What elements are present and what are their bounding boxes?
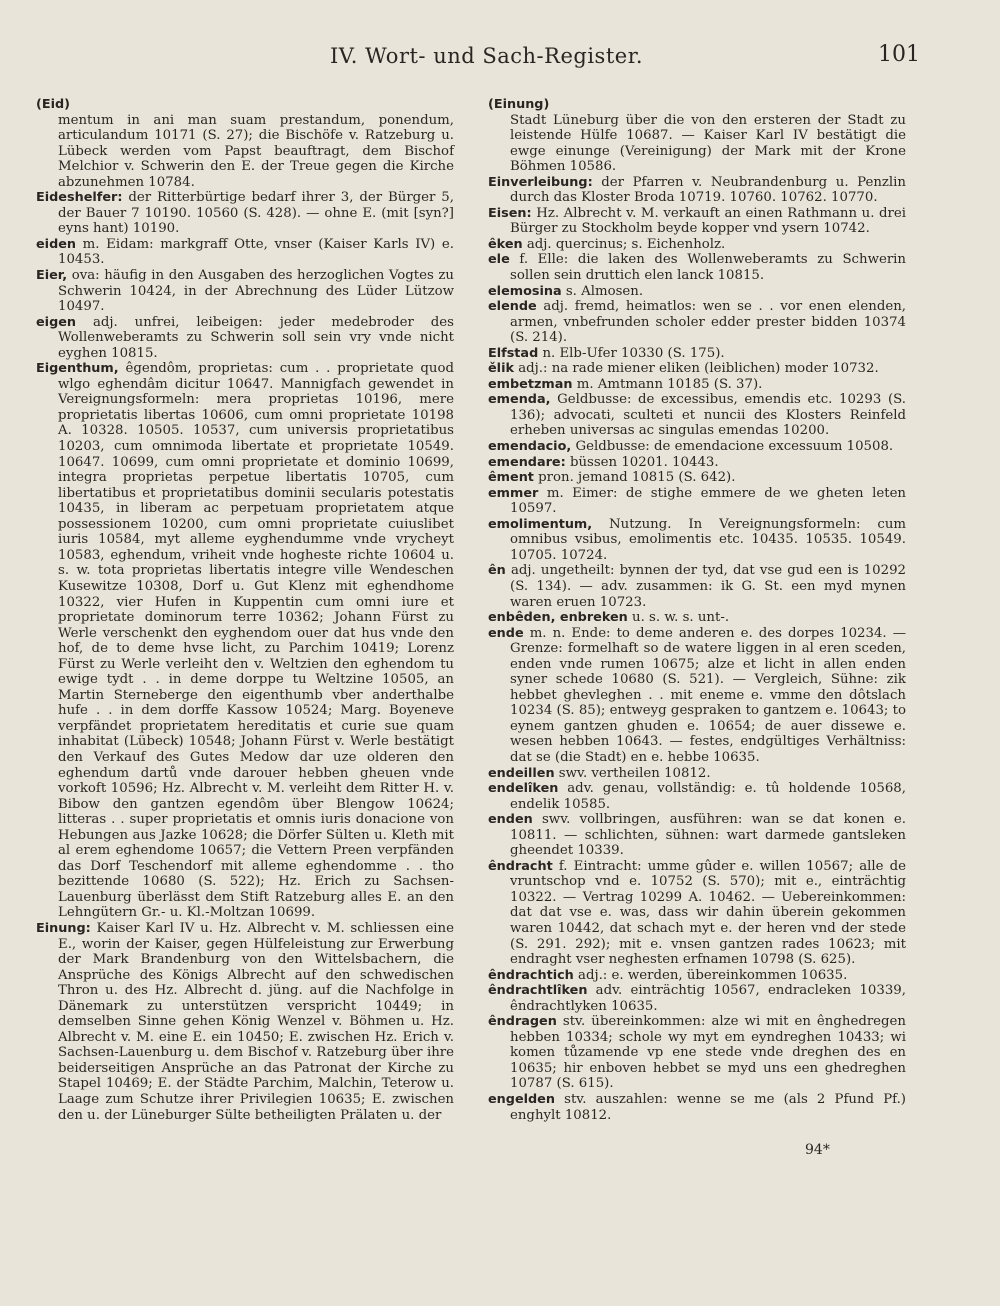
entry-headword: elemosina [488, 283, 562, 299]
register-entry [488, 377, 906, 393]
running-head: (Einung) [488, 97, 550, 112]
entry-text: ova: häufig in den Ausgaben des herzoglichen Vogtes zu Schwerin 10424, in der Abrechnung des Lüder Lützow 10497. [58, 268, 454, 315]
entry-text: der Ritterbürtige bedarf ihrer 3, der Bürger 5, der Bauer 7 10190. 10560 (S. 428). — ohne E. (mit [syn?] eyns hant) 10190. [58, 190, 454, 237]
entry-headword: êment [488, 470, 534, 486]
register-entry [36, 315, 454, 362]
entry-headword: Einung: [36, 920, 91, 936]
register-entry [488, 968, 906, 984]
entry-text: m. Amtmann 10185 (S. 37). [572, 376, 763, 392]
entry-text: adv. einträchtig 10567, endracleken 10339, êndrachtlyken 10635. [510, 983, 906, 1014]
register-entry [488, 392, 906, 439]
entry-text: Hz. Albrecht v. M. verkauft an einen Rathmann u. drei Bürger zu Stockholm beyde kopper vnd ysern 10742. [510, 205, 906, 237]
register-entry [488, 284, 906, 300]
entry-text: stv. auszahlen: wenne se me (als 2 Pfund Pf.) enghylt 10812. [510, 1092, 906, 1123]
entry-headword: elende [488, 299, 537, 315]
entry-text: adj.: e. werden, übereinkommen 10635. [573, 967, 848, 983]
entry-headword: Eigenthum, [36, 361, 119, 377]
entry-text: Stadt Lüneburg über die von den ersteren der Stadt zu leistende Hülfe 10687. — Kaiser Karl IV bestätigt die ewge einunge (Vereinigung) der Mark mit der Krone Böhmen 10586. [510, 112, 906, 175]
register-entry [36, 237, 454, 268]
register-entry [488, 610, 906, 626]
entry-headword: ende [488, 625, 524, 641]
entry-text: Kaiser Karl IV u. Hz. Albrecht v. M. schliessen eine E., worin der Kaiser, gegen Hülfeleistung zur Erwerbung der Mark Brandenburg von den Wittelsbachern, die Ansprüche des Königs Albrecht auf den schwedischen Thron u. des Hz. Albrecht d. jüng. auf die Nachfolge in Dänemark zu unterstützen verspricht 10449; in demselben Sinne gehen König Wenzel v. Böhmen u. Hz. Albrecht v. M. eine E. ein 10450; E. zwischen Hz. Erich v. Sachsen-Lauenburg u. dem Bischof v. Ratzeburg über ihre beiderseitigen Ansprüche an das Patronat der Kirche zu Stapel 10469; E. der Städte Parchim, Malchin, Teterow u. Laage zum Schutze ihrer Privilegien 10635; E. zwischen den u. der Lüneburger Sülte betheiligten Prälaten u. der [58, 920, 454, 1123]
register-entry [488, 1014, 906, 1092]
entry-text: m. n. Ende: to deme anderen e. des dorpes 10234. — Grenze: formelhaft so de watere liggen in al eren sceden, enden vnde rumen 10675; alze et licht in allen enden syner schede 10680 (S. 521). — Vergleich, Sühne: zik hebbet ghevleghen . . mit eneme e. vmme den dôtslach 10234 (S. 85); entweyg gespraken to gantzem e. 10643; to eynem gantzen ghuden e. 10654; de auer dissewe e. wesen hebben 10643. — festes, endgültiges Verhältniss: dat se (die Stadt) en e. hebbe 10635. [510, 625, 906, 765]
entry-headword: Eisen: [488, 205, 532, 221]
entry-text: u. s. w. s. unt-. [627, 610, 730, 626]
entry-headword: emolimentum, [488, 516, 593, 532]
entry-headword: Eier, [36, 268, 68, 284]
entry-text: adv. genau, vollständig: e. tû holdende 10568, endelik 10585. [510, 781, 906, 812]
entry-headword: enden [488, 812, 533, 828]
entry-headword: enbêden, enbreken [488, 610, 628, 626]
register-entry [488, 563, 906, 610]
register-entry [488, 486, 906, 517]
register-entry [488, 859, 906, 968]
register-entry [488, 252, 906, 283]
register-entry [488, 346, 906, 362]
register-entry [36, 361, 454, 921]
entry-headword: êndrachtlîken [488, 983, 588, 999]
entry-text: êgendôm, proprietas: cum . . proprietate quod wlgo eghendâm dicitur 10647. Mannigfach gewendet in Vereignungsformeln: mera proprietas 10196, mere proprietatis libertas 10606, cum omni proprietate 10198 A. 10328. 10505. 10537, cum universis proprietatibus 10203, cum omnimoda libertate et proprietate 10549. 10647. 10699, cum omni proprietate et dominio 10699, integra proprietas perpetue libertatis 10705, cum libertatibus et proprietatibus dominii secularis potestatis 10435, in liberam ac perpetuam proprietatem atque possessionem 10200, cum omni proprietate cuiuslibet iuris 10584, myt alleme eyghendumme vnde vrycheyt 10583, eghendum, vriheit vnde hogheste richte 10604 u. s. w. tota proprietas libertatis integre ville Wendeschen Kusewitze 10308, Dorf u. Gut Klenz mit eghendhome 10322, vier Hufen in Kuppentin cum omni iure et proprietate dominorum terre 10362; Johann Fürst zu Werle verschenkt den eyghendom ouer dat hus vnde den hof, de to deme hvse licht, zu Parchim 10419; Lorenz Fürst zu Werle verleiht den v. Weltzien den eghendom tu ewige tydt . . in deme dorppe tu Weltzine 10505, an Martin Sterneberge den eigenthumb vber anderthalbe hufe . . in dem dorffe Kassow 10524; Marg. Boyeneve verpfändet proprietatem hereditatis et curie sue quam inhabitat (Lübeck) 10548; Johann Fürst v. Werle bestätigt den Verkauf des Gutes Medow dar uze olderen den eghendum dartů vnde darouer hebben gheuen vnde vorkoft 10596; Hz. Albrecht v. M. verleiht dem Ritter H. v. Bibow den gantzen egendôm über Blengow 10624; litteras . . super proprietatis et omnis iuris donacione von Hebungen aus Jazke 10628; die Dörfer Sülten u. Kleth mit al erem eghendome 10657; die Vettern Preen verpfänden das Dorf Teschendorf mit alleme eghendomme . . tho bezittende 10680 (S. 522); Hz. Erich zu Sachsen-Lauenburg überlässt dem Stift Ratzeburg alles E. an den Lehngütern Gr.- u. Kl.-Moltzan 10699. [58, 361, 454, 921]
register-entry [488, 299, 906, 346]
entry-text: s. Almosen. [561, 283, 644, 299]
register-entry [488, 175, 906, 206]
entry-text: stv. übereinkommen: alze wi mit en ênghedregen hebben 10334; schole wy myt em eyndreghen 10433; wi komen tůzamende vp ene stede vnde dreghen des en 10635; hir enboven hebbet se myd uns een ghedreghen 10787 (S. 615). [510, 1014, 906, 1092]
entry-headword: engelden [488, 1092, 555, 1107]
entry-headword: êndrachtich [488, 967, 574, 983]
entry-headword: eiden [36, 236, 77, 252]
entry-text: m. Eimer: de stighe emmere de we gheten leten 10597. [510, 485, 906, 517]
register-entry [488, 626, 906, 766]
entry-text: mentum in ani man suam prestandum, ponendum, articulandum 10171 (S. 27); die Bischöfe v. Ratzeburg u. Lübeck werden vom Papst beauftragt, dem Bischof Melchior v. Schwerin den E. der Treue gegen die Kirche abzunehmen 10784. [58, 112, 454, 190]
page-title: IV. Wort- und Sach-Register. [330, 44, 644, 68]
register-entry [488, 206, 906, 237]
entry-text: Geldbusse: de emendacione excessuum 10508. [571, 439, 894, 455]
entry-text: f. Elle: die laken des Wollenweberamts zu Schwerin sollen sein druttich elen lanck 10815. [509, 252, 906, 284]
entry-headword: endelîken [488, 781, 559, 797]
entry-headword: êken [488, 236, 523, 252]
register-entry [488, 470, 906, 486]
entry-text: der Pfarren v. Neubrandenburg u. Penzlin durch das Kloster Broda 10719. 10760. 10762. 10770. [510, 174, 906, 206]
entry-headword: embetzman [488, 376, 573, 392]
page-number: 101 [878, 42, 920, 67]
register-entry [488, 812, 906, 859]
register-entry [488, 983, 906, 1014]
register-entry [36, 921, 454, 1123]
register-entry [488, 766, 906, 782]
entry-text: f. Eintracht: umme gûder e. willen 10567; alle de vruntschop vnd e. 10752 (S. 570); mit e., einträchtig 10322. — Vertrag 10299 A. 10462. — Uebereinkommen: dat dat vse e. was, dass wir dahin überein gekommen waren 10442, dat schach myt e. der heren vnd der stede (S. 291. 292); mit e. vnsen gantzen rades 10623; mit endraght vser neghesten erfnamen 10798 (S. 625). [510, 858, 906, 968]
entry-text: m. Eidam: markgraff Otte, vnser (Kaiser Karls IV) e. 10453. [58, 236, 454, 268]
entry-headword: ên [488, 563, 506, 579]
register-entry [488, 439, 906, 455]
entry-headword: êndracht [488, 858, 553, 874]
entry-text: pron. jemand 10815 (S. 642). [533, 470, 736, 486]
entry-headword: emenda, [488, 392, 551, 408]
entry-text: n. Elb-Ufer 10330 (S. 175). [538, 345, 725, 361]
entry-headword: êndragen [488, 1014, 557, 1030]
register-entry [488, 781, 906, 812]
entry-headword: emendare: [488, 454, 566, 470]
entry-text: büssen 10201. 10443. [565, 454, 719, 470]
entry-headword: ele [488, 252, 510, 268]
page-header [0, 38, 1000, 78]
entry-text: adj. ungetheilt: bynnen der tyd, dat vse gud een is 10292 (S. 134). — adv. zusammen: ik G. St. een myd mynen waren eruen 10723. [505, 563, 906, 610]
entry-headword: Elfstad [488, 345, 539, 361]
register-entry [488, 237, 906, 253]
entry-headword: emmer [488, 485, 539, 501]
register-entry [36, 268, 454, 315]
entry-text: adj. quercinus; s. Eichenholz. [522, 236, 726, 252]
register-entry [488, 361, 906, 377]
entry-text: swv. vollbringen, ausführen: wan se dat konen e. 10811. — schlichten, sühnen: wart darmede gantsleken gheendet 10339. [510, 812, 906, 859]
register-entry [488, 113, 906, 175]
entry-headword: eigen [36, 314, 77, 330]
register-entry [36, 190, 454, 237]
entry-text: adj. unfrei, leibeigen: jeder medebroder des Wollenweberamts zu Schwerin soll sein vry vnde nicht eyghen 10815. [58, 314, 454, 361]
running-head: (Eid) [36, 97, 70, 112]
signature-mark: 94* [805, 1142, 830, 1158]
entry-headword: Eideshelfer: [36, 190, 123, 206]
register-entry [488, 455, 906, 471]
register-entry [36, 113, 454, 191]
entry-headword: endeillen [488, 765, 555, 781]
register-entry [488, 1092, 906, 1123]
entry-text: adj.: na rade miener eliken (leiblichen) moder 10732. [513, 361, 879, 377]
entry-text: adj. fremd, heimatlos: wen se . . vor enen elenden, armen, vnbefrunden scholer edder prester bidden 10374 (S. 214). [510, 299, 906, 346]
entry-text: swv. vertheilen 10812. [554, 765, 711, 781]
left-column [36, 97, 454, 1123]
register-entry [488, 517, 906, 564]
right-column [488, 97, 906, 1123]
entry-headword: Einverleibung: [488, 174, 593, 190]
entry-headword: ělik [488, 361, 514, 377]
entry-text: Geldbusse: de excessibus, emendis etc. 10293 (S. 136); advocati, sculteti et nuncii des Klosters Reinfeld erheben universas ac singulas emendas 10200. [510, 392, 906, 439]
entry-headword: emendacio, [488, 439, 572, 455]
entry-text: Nutzung. In Vereignungsformeln: cum omnibus vsibus, emolimentis etc. 10435. 10535. 10549. 10705. 10724. [510, 516, 906, 563]
